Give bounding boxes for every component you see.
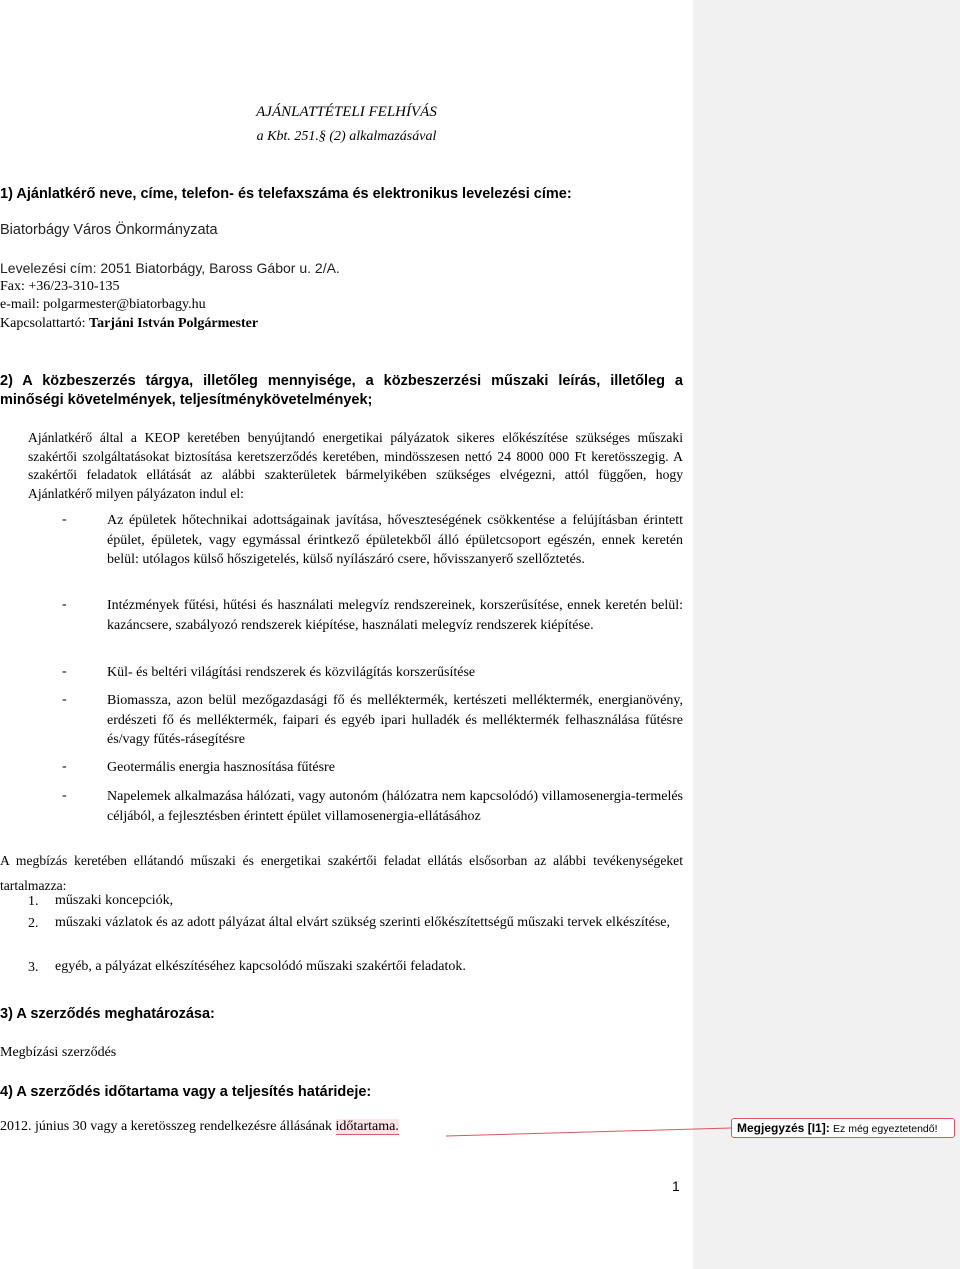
bullet-item: Biomassza, azon belül mezőgazdasági fő és melléktermék, kertészeti melléktermék, energianövény, erdészeti fő és melléktermék, faipari és egyéb ipari hulladék és melléktermék felhasználása fűtésre és/vagy fűtés-rásegítésre (107, 693, 683, 747)
task-item: műszaki koncepciók, (55, 893, 174, 908)
section4-heading: 4) A szerződés időtartama vagy a teljesítés határideje: (0, 1084, 372, 1100)
bullet-marker: - (62, 512, 67, 527)
mailing-address: Levelezési cím: 2051 Biatorbágy, Baross Gábor u. 2/A. (0, 260, 340, 276)
contract-duration (0, 1119, 399, 1135)
bullet-marker: - (62, 788, 67, 803)
section2-intro: Ajánlatkérő által a KEOP keretében benyújtandó energetikai pályázatok sikeres előkészítése szükséges műszaki szakértői szolgáltatásokat biztosítása keretszerződés keretében, mindösszesen nettó 24 8000 000 Ft keretösszegig. A szakértői feladatok ellátását az alábbi szakterületek bármelyikében szükséges elvégezni, attól függően, hogy Ajánlatkérő milyen pályázaton indul el: (28, 430, 683, 501)
document-subtitle: a Kbt. 251.§ (2) alkalmazásával (256, 129, 437, 144)
comment-label: Megjegyzés [I1]: (737, 1121, 830, 1135)
task-item: műszaki vázlatok és az adott pályázat által elvárt szükség szerinti előkészítettségű műszaki tervek elkészítése, (55, 915, 670, 930)
task-item: egyéb, a pályázat elkészítéséhez kapcsolódó műszaki szakértői feladatok. (55, 959, 466, 974)
task-intro: A megbízás keretében ellátandó műszaki és energetikai szakértői feladat ellátás elsősorban az alábbi tevékenységeket tartalmazza: (0, 853, 683, 893)
page-number: 1 (672, 1178, 680, 1194)
section3-heading: 3) A szerződés meghatározása: (0, 1006, 215, 1022)
bullet-marker: - (62, 759, 67, 774)
comment-balloon[interactable] (731, 1118, 955, 1138)
task-number: 3. (28, 960, 39, 975)
bullet-marker: - (62, 597, 67, 612)
fax-number: Fax: +36/23-310-135 (0, 279, 120, 294)
org-name: Biatorbágy Város Önkormányzata (0, 222, 218, 238)
bullet-item: Az épületek hőtechnikai adottságainak javítása, hőveszteségének csökkentése a felújításban érintett épület, épületek, vagy egymással érintkező épületekből álló épületcsoport egészén, ennek keretén belül: utólagos külső hőszigetelés, külső nyílászáró csere, hővisszanyerő szellőztetés. (107, 513, 683, 567)
duration-text: 2012. június 30 vagy a keretösszeg rendelkezésre állásának (0, 1119, 336, 1134)
contract-type: Megbízási szerződés (0, 1045, 117, 1060)
comment-margin (693, 0, 960, 1269)
commented-text[interactable]: időtartama. (335, 1119, 399, 1134)
section2-heading: 2) A közbeszerzés tárgya, illetőleg mennyisége, a közbeszerzési műszaki leírás, illetőleg a minőségi követelmények, teljesítménykövetelmények; (0, 373, 683, 408)
bullet-item: Kül- és beltéri világítási rendszerek és közvilágítás korszerűsítése (107, 665, 476, 680)
document-title: AJÁNLATTÉTELI FELHÍVÁS (256, 104, 437, 120)
email-address: e-mail: polgarmester@biatorbagy.hu (0, 297, 206, 312)
bullet-item: Napelemek alkalmazása hálózati, vagy autonóm (hálózatra nem kapcsolódó) villamosenergia-termelés céljából, a fejlesztésben érintett épület villamosenergia-ellátásához (107, 789, 683, 824)
task-number: 2. (28, 916, 39, 931)
task-number: 1. (28, 894, 39, 909)
contact-label: Kapcsolattartó: (0, 316, 86, 331)
contact-person (0, 316, 258, 332)
contact-name: Tarjáni István Polgármester (89, 316, 259, 331)
bullet-marker: - (62, 664, 67, 679)
bullet-marker: - (62, 692, 67, 707)
bullet-item: Geotermális energia hasznosítása fűtésre (107, 760, 335, 775)
bullet-item: Intézmények fűtési, hűtési és használati melegvíz rendszereinek, korszerűsítése, ennek keretén belül: kazáncsere, szabályozó rendszerek kiépítése, használati melegvíz rendszerek kiépítése. (107, 598, 683, 633)
comment-text: Ez még egyeztetendő! (833, 1123, 938, 1135)
section1-heading: 1) Ajánlatkérő neve, címe, telefon- és telefaxszáma és elektronikus levelezési címe: (0, 186, 572, 202)
